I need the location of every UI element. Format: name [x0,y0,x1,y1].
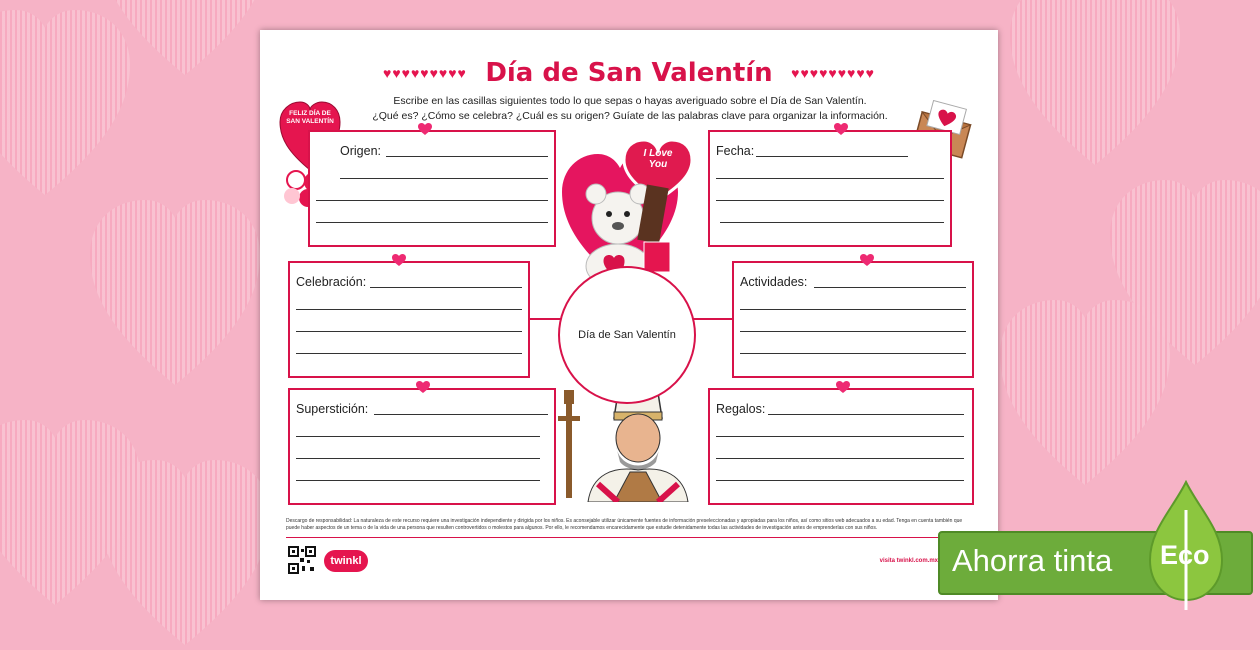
origen-box [308,130,556,247]
heart-icon [834,123,848,135]
actividades-line-2[interactable] [740,309,966,310]
heart-icon [418,123,432,135]
fecha-box [708,130,952,247]
fecha-line-2[interactable] [716,178,944,179]
celebracion-line-4[interactable] [296,353,522,354]
connector-line [690,318,734,320]
celebracion-line-1[interactable] [370,287,522,288]
supersticion-line-1[interactable] [374,414,548,415]
disclaimer: Descargo de responsabilidad: La naturaleza de este recurso requiere una investigación independiente y dirigida por los niños. Es aconsejable utilizar únicamente fuentes de información preseleccionadas y apropiadas para los niños, así como sitios web adecuados a su edad. Tenga en cuenta también que puede haber aspectos de un tema o de la vida de una persona que resulten controvertidos o molestos para algunos. Por ello, le recomendamos encarecidamente que estudie detenidamente todas las actividades de investigación antes de emprenderlas con sus niños. [286,518,963,531]
actividades-line-3[interactable] [740,331,966,332]
regalos-line-4[interactable] [716,480,964,481]
heart-icon [836,381,850,393]
origen-line-1[interactable] [386,156,548,157]
actividades-line-4[interactable] [740,353,966,354]
origen-line-3[interactable] [316,200,548,201]
actividades-box [732,261,974,378]
regalos-line-1[interactable] [768,414,964,415]
instructions [330,94,930,124]
center-topic [558,266,696,404]
background-heart [100,460,270,650]
supersticion-label: Superstición: [296,402,369,416]
actividades-line-1[interactable] [814,287,966,288]
worksheet [260,30,998,600]
supersticion-box [288,388,556,505]
balloon-text: FELIZ DÍA DE SAN VALENTÍN [286,110,334,125]
fecha-line-3[interactable] [716,200,944,201]
fecha-line-1[interactable] [756,156,908,157]
background-heart [1010,0,1180,170]
supersticion-line-4[interactable] [296,480,540,481]
fecha-line-4[interactable] [720,222,944,223]
regalos-label: Regalos: [716,402,766,416]
origen-label: Origen: [340,144,381,158]
background-heart [0,10,130,200]
footer-divider [286,537,976,538]
actividades-label: Actividades: [740,275,808,289]
instructions-line-2: ¿Qué es? ¿Cómo se celebra? ¿Cuál es su origen? Guíate de las palabras clave para organizar la información. [372,110,888,122]
celebracion-line-3[interactable] [296,331,522,332]
regalos-line-3[interactable] [716,458,964,459]
fecha-label: Fecha: [716,144,755,158]
supersticion-line-2[interactable] [296,436,540,437]
celebracion-line-2[interactable] [296,309,522,310]
celebracion-label: Celebración: [296,275,367,289]
title-hearts-left: ♥♥♥♥♥♥♥♥♥ [383,65,467,81]
connector-line [526,318,562,320]
eco-word: Eco [1160,540,1210,570]
heart-icon [860,254,874,266]
supersticion-line-3[interactable] [296,458,540,459]
heart-icon [416,381,430,393]
heart-balloon-text: I Love You [643,148,673,170]
regalos-box [708,388,974,505]
instructions-line-1: Escribe en las casillas siguientes todo lo que sepas o hayas averiguado sobre el Día de San Valentín. [393,95,867,107]
heart-icon [392,254,406,266]
origen-line-2[interactable] [340,178,548,179]
page-title: Día de San Valentín [485,58,773,88]
title-row [260,58,998,88]
eco-badge-text: Ahorra tinta [952,543,1113,578]
center-topic-label: Día de San Valentín [578,329,676,341]
visit-link[interactable]: visita twinkl.com.mx [879,558,938,564]
background-heart [90,200,260,390]
origen-line-4[interactable] [316,222,548,223]
title-hearts-right: ♥♥♥♥♥♥♥♥♥ [791,65,875,81]
twinkl-logo: twinkl [324,550,368,572]
qr-code-icon [288,546,316,574]
regalos-line-2[interactable] [716,436,964,437]
celebracion-box [288,261,530,378]
background-heart [1000,300,1170,490]
